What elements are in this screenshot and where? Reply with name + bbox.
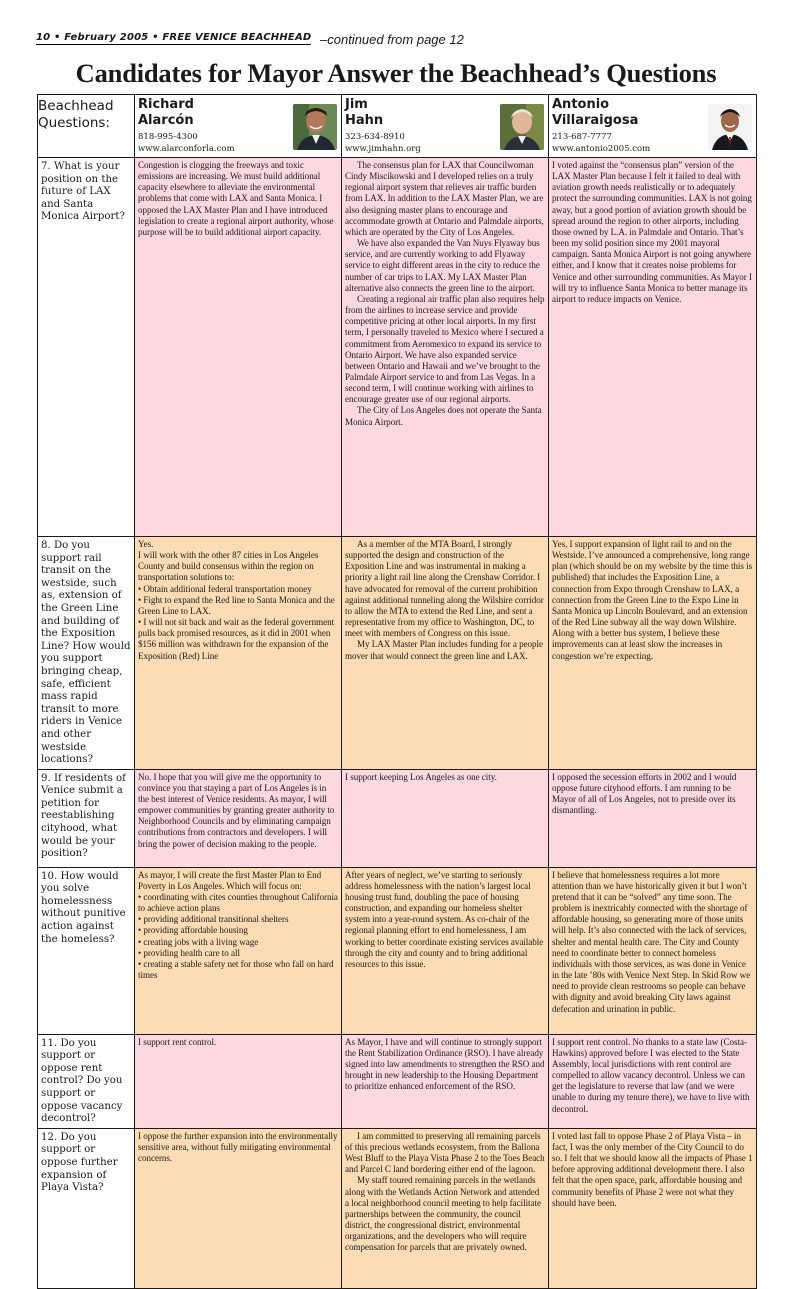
answer-hahn xyxy=(342,769,549,867)
answer-paragraph: I support rent control. No thanks to a state law (Costa-Hawkins) approved before I was elected to the State Assembly, local jurisdictions with rent control are compelled to allow vacancy decontrol. Unless we can get the legislature to reverse that law (and we were unable to during my tenure there), we have to live with decontrol. xyxy=(552,1036,750,1114)
answer-paragraph: I support rent control. xyxy=(138,1036,217,1047)
questions-header-line2: Questions: xyxy=(38,115,110,131)
questions-header-line1: Beachhead xyxy=(38,98,114,114)
candidate-website: www.jimhahn.org xyxy=(345,144,421,154)
header-row xyxy=(38,95,757,158)
answer-paragraph: No. I hope that you will give me the opportunity to convince you that staying a part of Los Angeles is in the best interest of Venice residents. As mayor, I will empower communities by granting greater authority to Neighborhood Councils and by eliminating campaign contributions from contractors and developers. I will bring the power of decision making to the people. xyxy=(138,771,335,849)
candidate-last-name: Hahn xyxy=(345,113,384,128)
answer-hahn xyxy=(342,158,549,537)
answer-paragraph: We have also expanded the Van Nuys Flyaway bus service, and are currently working to add Flyaway service to eight different areas in the city to reduce the number of car trips to LAX. My LAX Master Plan alternative also connects the green line to the airport. xyxy=(345,238,540,293)
hahn-photo xyxy=(500,104,544,150)
answer-paragraph: My staff toured remaining parcels in the wetlands along with the Wetlands Action Network and attended a local neighborhood council meeting to help facilitate partnerships between the community, the council district, the congressional district, environmental organizations, and the developers who will require compensation for parcels that are privately owned. xyxy=(345,1175,541,1253)
candidate-villaraigosa xyxy=(549,95,757,158)
answer-paragraph: Creating a regional air traffic plan also requires help from the airlines to increase service and provide competitive pricing at other local airports. In my first term, I personally traveled to Mexico where I secured a commitment from Aeromexico to expand its service to Ontario Airport. We have also expanded service between Ontario and Hawaii and we’ve brought to the Palmdale Airport service to and from Las Vegas. In a second term, I will continue working with airlines to encourage greater use of our regional airports. xyxy=(345,293,545,405)
candidate-alarcon xyxy=(135,95,342,158)
continued-note: –continued from page 12 xyxy=(320,32,464,47)
question-cell: 10. How would you solve homelessness without punitive action against the homeless? xyxy=(38,867,135,1034)
question-cell: 8. Do you support rail transit on the westside, such as, extension of the Green Line and building of the Exposition Line? How would you support bringing cheap, safe, efficient mass rapid transit to more riders in Venice and other westside locations? xyxy=(38,537,135,770)
folio: 10 • February 2005 • FREE VENICE BEACHHEAD xyxy=(36,32,312,43)
candidate-last-name: Villaraigosa xyxy=(552,113,639,128)
candidate-phone: 213-687-7777 xyxy=(552,132,612,142)
question-row-11 xyxy=(38,1034,757,1128)
answer-alarcon xyxy=(135,769,342,867)
question-cell: 12. Do you support or oppose further expansion of Playa Vista? xyxy=(38,1128,135,1288)
candidate-hahn xyxy=(342,95,549,158)
answer-villaraigosa xyxy=(549,537,757,770)
answer-paragraph: As Mayor, I have and will continue to strongly support the Rent Stabilization Ordinance (RSO). I have already signed into law amendments to strengthen the RSO and brought in new leadership to the Housing Department to prioritize enhanced enforcement of the RSO. xyxy=(345,1036,545,1092)
candidate-first-name: Antonio xyxy=(552,97,610,112)
answer-alarcon xyxy=(135,537,342,770)
answer-bullet: • Fight to expand the Red line to Santa Monica and the Green Line to LAX. xyxy=(138,594,335,616)
answer-villaraigosa xyxy=(549,867,757,1034)
page-header xyxy=(36,30,756,48)
answer-bullet: • providing additional transitional shelters xyxy=(138,914,289,925)
candidate-website: www.antonio2005.com xyxy=(552,144,651,154)
answer-paragraph: My LAX Master Plan includes funding for a people mover that would connect the green line and LAX. xyxy=(345,639,544,661)
candidate-phone: 323-634-8910 xyxy=(345,132,405,142)
answer-bullet: • coordinating with cites counties throughout California to achieve action plans xyxy=(138,892,338,914)
question-row-12 xyxy=(38,1128,757,1288)
answer-villaraigosa xyxy=(549,769,757,867)
answer-paragraph: I oppose the further expansion into the environmentally sensitive area, without fully mitigating environmental concerns. xyxy=(138,1130,338,1164)
answer-paragraph: I believe that homelessness requires a lot more attention than we have historically given it but I won’t pretend that it can be “solved” any time soon. The problem is inextricably connected with the shortage of affordable housing, so generating more of those units will help. It’s also connected with the lack of services, shelter and mental health care. The City and County need to coordinate better to connect homeless individuals with those services, as was done in Venice in the late ’80s with Venice Next Step. In Skid Row we need to provide clean restrooms so people can behave with dignity and avoid breaking City laws against defecation and urination in public. xyxy=(552,869,751,1014)
answer-paragraph: The City of Los Angeles does not operate the Santa Monica Airport. xyxy=(345,405,542,427)
question-row-7 xyxy=(38,158,757,537)
answer-alarcon xyxy=(135,867,342,1034)
answer-paragraph: I voted last fall to oppose Phase 2 of Playa Vista – in fact, I was the only member of the City Council to do so. I felt that we should know all the impacts of Phase 1 before approving additional development there. I also felt that the open space, park, affordable housing and community benefits of Phase 2 were not what they should have been. xyxy=(552,1130,753,1208)
answer-paragraph: Yes. xyxy=(138,539,154,549)
answer-hahn xyxy=(342,1034,549,1128)
question-cell: 7. What is your position on the future of LAX and Santa Monica Airport? xyxy=(38,158,135,537)
answer-paragraph: I am committed to preserving all remaining parcels of this precious wetlands ecosystem, from the Ballona West Bluff to the Playa Vista Phase 2 to the Toes Beach and Parcel C land bordering either end of the lagoon. xyxy=(345,1130,545,1175)
answer-paragraph: After years of neglect, we’ve starting to seriously address homelessness with the nation’s largest local housing trust fund, doubling the pace of housing construction, and expanding our homeless shelter system into a year-round system. As co-chair of the regional planning effort to end homelessness, I am working to better coordinate existing services available through the city and county and to bring additional resources to this issue. xyxy=(345,869,544,969)
candidate-first-name: Jim xyxy=(345,97,368,112)
answer-paragraph: I support keeping Los Angeles as one city. xyxy=(345,771,497,782)
answer-villaraigosa xyxy=(549,1128,757,1288)
questions-table xyxy=(37,94,757,1289)
candidate-last-name: Alarcón xyxy=(138,113,194,128)
candidate-first-name: Richard xyxy=(138,97,194,112)
answer-paragraph: As a member of the MTA Board, I strongly supported the design and construction of the Exposition Line and was instrumental in making a priority a light rail line along the Crenshaw Corridor. I have advocated for removal of the current prohibition against additional tunneling along the Wilshire corridor to allow the MTA to extend the Red Line, and sent a representative from my office to Washington, DC, to meet with members of Congress on this issue. xyxy=(345,539,544,639)
answer-bullet: • providing health care to all xyxy=(138,947,240,958)
answer-paragraph: As mayor, I will create the first Master Plan to End Poverty in Los Angeles. Which will focus on: xyxy=(138,869,322,891)
answer-paragraph: Congestion is clogging the freeways and toxic emissions are increasing. We must build additional capacity elsewhere to alleviate the environmental problems that come with LAX and Santa Monica. I opposed the LAX Master Plan and I have introduced legislation to create a regional airport authority, whose purpose will be to build additional airport capacity. xyxy=(138,160,334,237)
answer-bullet: • creating a stable safety net for those who fall on hard times xyxy=(138,958,334,981)
answer-bullet: • I will not sit back and wait as the federal government pulls back promised resources, as it did in 2001 when $156 million was withdrawn for the expansion of the Exposition (Red) Line xyxy=(138,617,335,661)
question-row-8 xyxy=(38,537,757,770)
answer-paragraph: I opposed the secession efforts in 2002 and I would oppose future cityhood efforts. I am running to be Mayor of all of Los Angeles, not to preside over its dismantling. xyxy=(552,771,737,816)
answer-hahn xyxy=(342,537,549,770)
question-row-9 xyxy=(38,769,757,867)
answer-alarcon xyxy=(135,1128,342,1288)
candidate-website: www.alarconforla.com xyxy=(138,144,235,154)
answer-paragraph: The consensus plan for LAX that Councilwoman Cindy Miscikowski and I developed relies on a truly regional airport system that relieves air traffic burden from LAX. In addition to the LAX Master Plan, we are also designing master plans to encourage and accommodate growth at Ontario and Palmdale airports, which are operated by the City of Los Angeles. xyxy=(345,160,544,237)
questions-header xyxy=(38,95,135,158)
answer-paragraph: Yes, I support expansion of light rail to and on the Westside. I’ve announced a comprehensive, long range plan (which should be on my website by the time this is published) that includes the Exposition Line, a connection from Expo through Crenshaw to LAX, a connection from the Green Line to the Expo Line in Santa Monica up Lincoln Boulevard, and an extension of the Red Line subway all the way down Wilshire. Along with a better bus system, I believe these improvements can at least slow the increases in congestion we’re expecting. xyxy=(552,539,753,661)
headline: Candidates for Mayor Answer the Beachhead’s Questions xyxy=(75,58,717,88)
answer-villaraigosa xyxy=(549,1034,757,1128)
answer-bullet: • providing affordable housing xyxy=(138,925,248,936)
question-cell: 11. Do you support or oppose rent control? Do you support or oppose vacancy decontrol? xyxy=(38,1034,135,1128)
answer-bullet: • creating jobs with a living wage xyxy=(138,936,259,947)
answer-alarcon xyxy=(135,1034,342,1128)
answer-hahn xyxy=(342,1128,549,1288)
answer-hahn xyxy=(342,867,549,1034)
answer-alarcon xyxy=(135,158,342,537)
alarcon-photo xyxy=(293,104,337,150)
villaraigosa-photo xyxy=(708,104,752,150)
candidate-phone: 818-995-4300 xyxy=(138,132,198,142)
answer-villaraigosa xyxy=(549,158,757,537)
question-row-10 xyxy=(38,867,757,1034)
answer-bullet: • Obtain additional federal transportation money xyxy=(138,583,312,594)
answer-paragraph: I will work with the other 87 cities in Los Angeles County and build consensus within the region on transportation solutions to: xyxy=(138,550,319,583)
answer-paragraph: I voted against the “consensus plan” version of the LAX Master Plan because I felt it failed to deal with aviation growth needs realistically or to adequately protect the surrounding communities. LAX is not going away, but a good portion of aviation growth should be spread around the region to other airports, including those owned by L.A. in Palmdale and Ontario. That’s been my solid position since my 2001 mayoral campaign. Santa Monica Airport is not going anywhere either, and I know that it creates noise problems for Venice and other surrounding communities. As Mayor I will try to influence Santa Monica to better manage its airport to reduce impacts on Venice. xyxy=(552,160,752,304)
question-cell: 9. If residents of Venice submit a petition for reestablishing cityhood, what would be your position? xyxy=(38,769,135,867)
